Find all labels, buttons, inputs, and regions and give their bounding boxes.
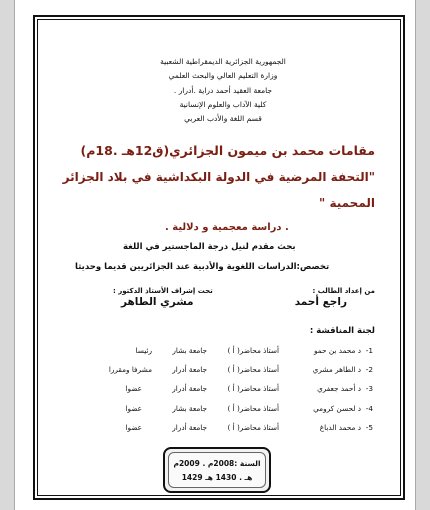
student-label: من إعداد الطالب : (312, 287, 375, 295)
header-line-university: جامعة العقيد أحمد دراية .أدرار . (173, 86, 273, 95)
degree-line: بحث مقدم لنيل درجة الماجستير في اللغة (123, 242, 296, 252)
title-line-1: مقامات محمد بن ميمون الجزائري(ق12هـ .18م) (80, 143, 375, 158)
academic-year-box (163, 447, 271, 493)
member-name: د الطاهر مشري (312, 365, 361, 374)
supervisor-name: مشري الطاهر (121, 296, 194, 308)
academic-year-hijri: 1429 هـ . 1430 هـ (181, 473, 253, 482)
member-university: جامعة أدرار (172, 423, 207, 432)
member-name: د أحمد جعفري (317, 384, 361, 393)
header-line-republic: الجمهورية الجزائرية الديمقراطية الشعبية (160, 57, 286, 66)
member-university: جامعة أدرار (172, 384, 207, 393)
member-rank: أستاذ محاضر( أ ) (227, 365, 279, 374)
member-university: جامعة بشار (172, 404, 207, 413)
subtitle: . دراسة معجمية و دلالية . (165, 222, 289, 233)
student-name: راجع أحمد (294, 296, 347, 308)
member-role: مشرفا ومقررا (108, 365, 152, 374)
member-number: 5- (365, 423, 373, 432)
member-name: د محمد الدباغ (319, 423, 361, 432)
member-role: عضوا (125, 384, 142, 393)
academic-year-gregorian: السنة :2008م . 2009م (173, 459, 261, 468)
header-line-faculty: كلية الآداب والعلوم الإنسانية (179, 100, 267, 109)
document-page (14, 0, 416, 510)
member-rank: أستاذ محاضر( أ ) (227, 346, 279, 355)
member-university: جامعة أدرار (172, 365, 207, 374)
academic-year-box-inner (168, 452, 266, 488)
member-name: د محمد بن حمو (314, 346, 361, 355)
member-university: جامعة بشار (172, 346, 207, 355)
member-role: عضوا (125, 423, 142, 432)
specialty-line: تخصص:الدراسات اللغوية والأدبية عند الجزائريين قديما وحديثا (75, 262, 330, 272)
member-name: د لحسن كرومي (313, 404, 361, 413)
title-line-3: المحمية " (319, 196, 375, 210)
title-line-2: "التحفة المرضية في الدولة البكداشية في بلاد الجزائر (62, 170, 375, 184)
member-number: 3- (365, 384, 373, 393)
member-number: 2- (365, 365, 373, 374)
member-role: رئيسا (135, 346, 152, 355)
member-rank: أستاذ محاضر( أ ) (227, 384, 279, 393)
member-role: عضوا (125, 404, 142, 413)
member-number: 1- (365, 346, 373, 355)
page-content (15, 0, 417, 510)
member-rank: أستاذ محاضر( أ ) (227, 404, 279, 413)
committee-heading: لجنة المناقشة : (309, 326, 375, 336)
member-number: 4- (365, 404, 373, 413)
header-line-ministry: وزارة التعليم العالي والبحث العلمي (168, 71, 278, 80)
header-line-department: قسم اللغة والأدب العربي (184, 114, 262, 123)
supervisor-label: تحت إشراف الأستاذ الدكتور : (113, 287, 213, 295)
member-rank: أستاذ محاضر( أ ) (227, 423, 279, 432)
